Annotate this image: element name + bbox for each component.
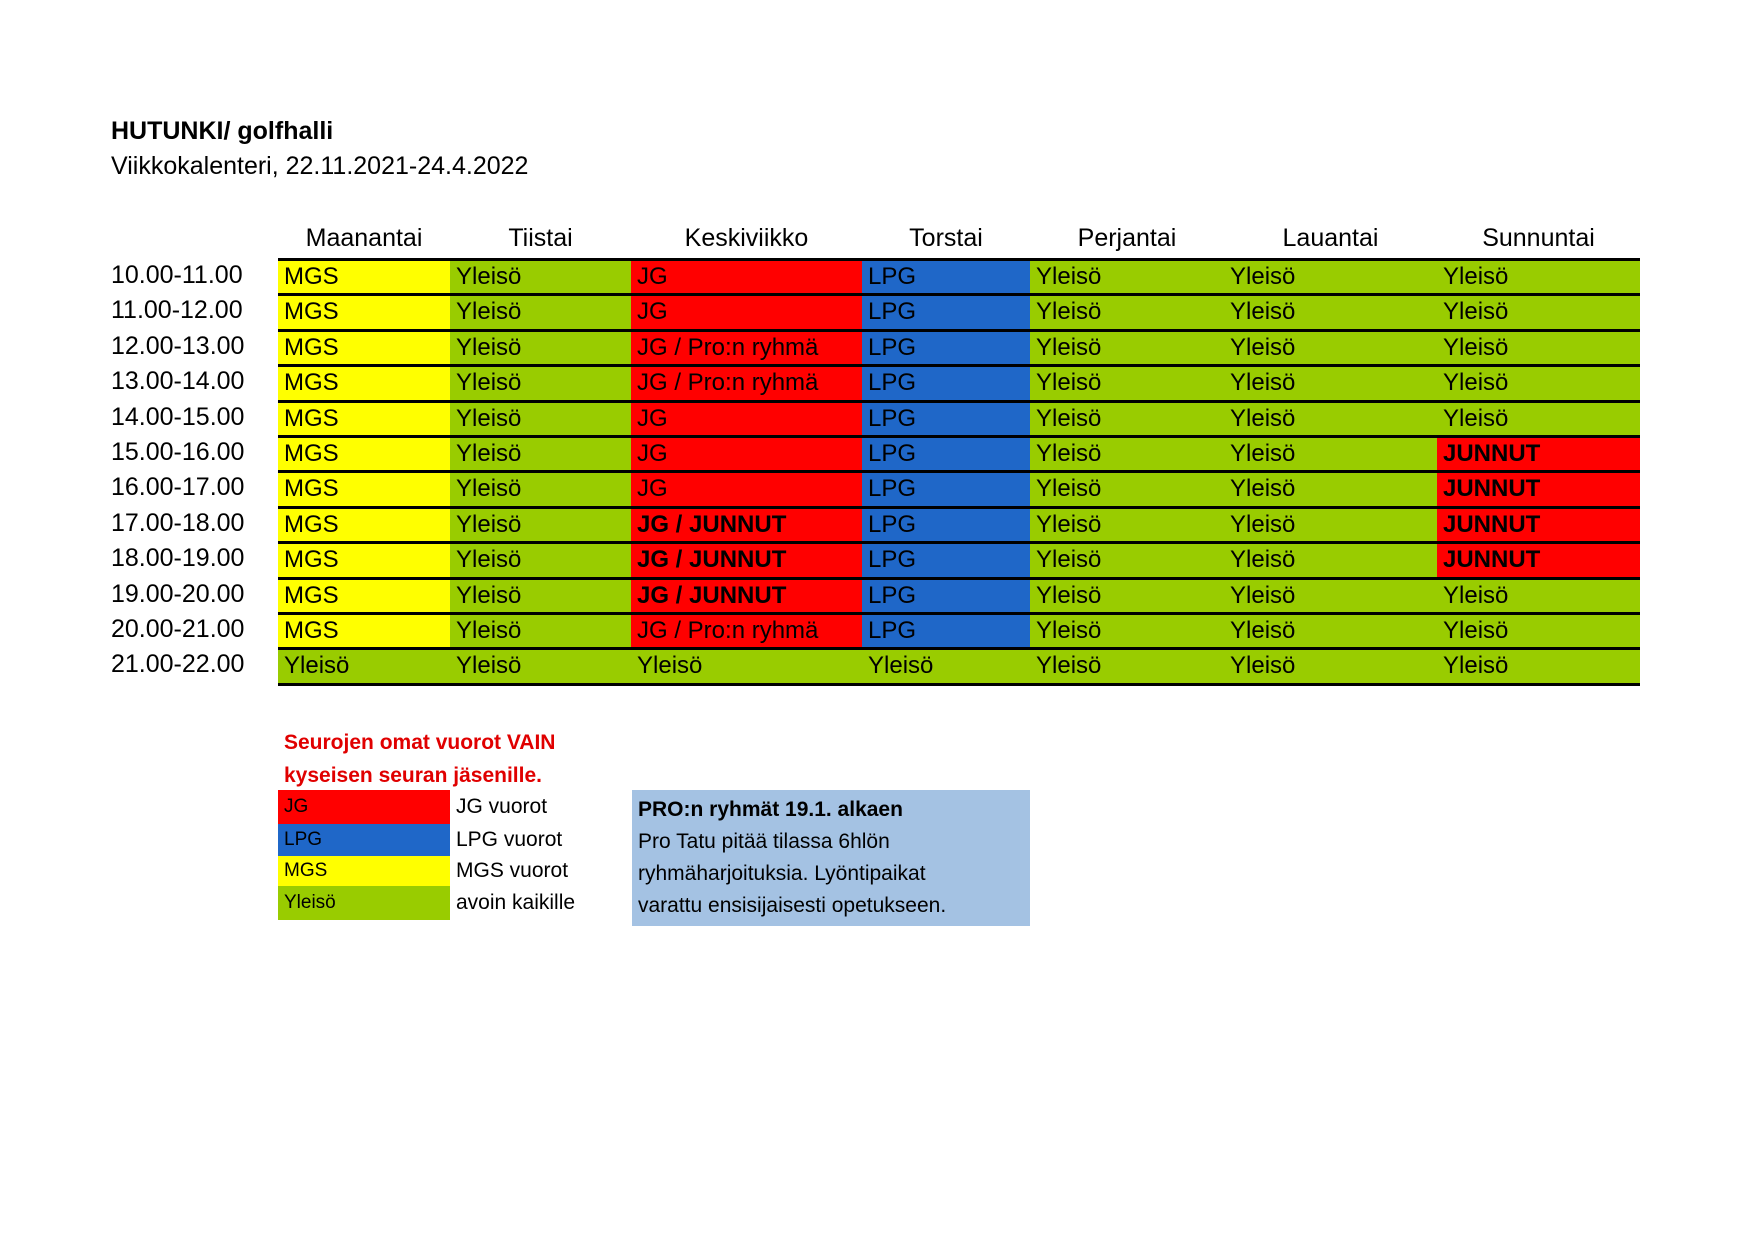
schedule-cell: Yleisö [1224, 296, 1437, 328]
schedule-cell: JG [631, 473, 862, 505]
members-only-note-line2: kyseisen seuran jäsenille. [284, 764, 542, 787]
schedule-cell: Yleisö [1030, 509, 1224, 541]
pro-group-info-box [632, 790, 1030, 926]
schedule-row [278, 400, 1640, 435]
schedule-cell: Yleisö [1437, 403, 1640, 435]
schedule-cell: Yleisö [1224, 261, 1437, 293]
schedule-row [278, 612, 1640, 647]
schedule-row [278, 329, 1640, 364]
schedule-cell: JG / JUNNUT [631, 509, 862, 541]
schedule-cell: Yleisö [1224, 509, 1437, 541]
schedule-cell: Yleisö [1437, 580, 1640, 612]
schedule-cell: JG / Pro:n ryhmä [631, 615, 862, 647]
schedule-cell: Yleisö [1030, 615, 1224, 647]
schedule-row [278, 435, 1640, 470]
schedule-row [278, 506, 1640, 541]
legend-swatch: JG [278, 790, 450, 824]
schedule-cell: Yleisö [450, 650, 631, 682]
schedule-cell: Yleisö [1224, 650, 1437, 682]
schedule-cell: JG [631, 296, 862, 328]
pro-group-text-line: Pro Tatu pitää tilassa 6hlön [638, 830, 890, 853]
time-slot-label: 12.00-13.00 [111, 331, 245, 360]
schedule-cell: Yleisö [1224, 332, 1437, 364]
schedule-cell: Yleisö [1437, 615, 1640, 647]
day-header: Tiistai [508, 224, 573, 252]
schedule-row [278, 293, 1640, 328]
schedule-cell: MGS [278, 509, 450, 541]
schedule-cell: Yleisö [1224, 544, 1437, 576]
schedule-cell: Yleisö [1224, 473, 1437, 505]
schedule-cell: LPG [862, 438, 1030, 470]
schedule-cell: Yleisö [1030, 367, 1224, 399]
schedule-cell: Yleisö [1030, 580, 1224, 612]
schedule-cell: LPG [862, 332, 1030, 364]
legend-swatch: Yleisö [278, 886, 450, 920]
schedule-cell: MGS [278, 615, 450, 647]
legend-swatch: MGS [278, 856, 450, 886]
schedule-cell: Yleisö [1030, 544, 1224, 576]
schedule-cell: JG / Pro:n ryhmä [631, 367, 862, 399]
schedule-cell: Yleisö [450, 261, 631, 293]
schedule-cell: Yleisö [1030, 438, 1224, 470]
schedule-cell: LPG [862, 296, 1030, 328]
schedule-cell: Yleisö [1030, 296, 1224, 328]
time-column [111, 258, 261, 683]
schedule-cell: Yleisö [1224, 438, 1437, 470]
time-slot-label: 17.00-18.00 [111, 508, 245, 537]
schedule-cell: MGS [278, 296, 450, 328]
schedule-row [278, 647, 1640, 685]
schedule-cell: LPG [862, 473, 1030, 505]
pro-group-text-line: ryhmäharjoituksia. Lyöntipaikat [638, 862, 926, 885]
schedule-cell: MGS [278, 403, 450, 435]
schedule-cell: LPG [862, 367, 1030, 399]
time-slot-label: 19.00-20.00 [111, 579, 245, 608]
time-slot-label: 14.00-15.00 [111, 402, 245, 431]
schedule-grid [278, 258, 1640, 686]
schedule-cell: LPG [862, 261, 1030, 293]
schedule-cell: MGS [278, 473, 450, 505]
schedule-cell: JG / Pro:n ryhmä [631, 332, 862, 364]
schedule-cell: MGS [278, 261, 450, 293]
schedule-row [278, 470, 1640, 505]
schedule-cell: Yleisö [862, 650, 1030, 682]
schedule-cell: Yleisö [450, 332, 631, 364]
schedule-cell: LPG [862, 615, 1030, 647]
pro-group-text-line: varattu ensisijaisesti opetukseen. [638, 894, 947, 917]
time-slot-label: 11.00-12.00 [111, 296, 243, 325]
time-slot-label: 20.00-21.00 [111, 614, 245, 643]
schedule-row [278, 364, 1640, 399]
legend-label: avoin kaikille [456, 891, 576, 914]
schedule-row [278, 258, 1640, 293]
schedule-cell: Yleisö [450, 367, 631, 399]
legend-label: JG vuorot [456, 795, 548, 818]
schedule-cell: Yleisö [450, 473, 631, 505]
schedule-cell: Yleisö [1030, 332, 1224, 364]
day-header: Keskiviikko [684, 224, 809, 252]
schedule-cell: JUNNUT [1437, 473, 1640, 505]
page-subtitle: Viikkokalenteri, 22.11.2021-24.4.2022 [111, 152, 529, 180]
schedule-cell: MGS [278, 367, 450, 399]
schedule-cell: LPG [862, 580, 1030, 612]
schedule-cell: JG / JUNNUT [631, 580, 862, 612]
schedule-cell: Yleisö [278, 650, 450, 682]
schedule-cell: LPG [862, 544, 1030, 576]
legend-label: LPG vuorot [456, 828, 563, 851]
schedule-cell: LPG [862, 509, 1030, 541]
day-header: Lauantai [1282, 224, 1379, 252]
day-header: Perjantai [1077, 224, 1177, 252]
schedule-cell: Yleisö [1437, 296, 1640, 328]
schedule-cell: Yleisö [1224, 580, 1437, 612]
legend-label: MGS vuorot [456, 859, 569, 882]
schedule-cell: Yleisö [1030, 261, 1224, 293]
page-title: HUTUNKI/ golfhalli [111, 117, 334, 145]
schedule-cell: JUNNUT [1437, 509, 1640, 541]
schedule-cell: Yleisö [1030, 650, 1224, 682]
schedule-cell: Yleisö [450, 544, 631, 576]
schedule-cell: MGS [278, 332, 450, 364]
schedule-cell: Yleisö [631, 650, 862, 682]
schedule-row [278, 541, 1640, 576]
day-header: Torstai [909, 224, 983, 252]
schedule-cell: JUNNUT [1437, 438, 1640, 470]
day-header-row [278, 223, 1640, 253]
schedule-cell: MGS [278, 438, 450, 470]
schedule-cell: Yleisö [1437, 650, 1640, 682]
schedule-cell: Yleisö [450, 403, 631, 435]
schedule-cell: Yleisö [1437, 261, 1640, 293]
time-slot-label: 15.00-16.00 [111, 437, 245, 466]
schedule-cell: MGS [278, 580, 450, 612]
members-only-note-line1: Seurojen omat vuorot VAIN [284, 731, 556, 754]
schedule-cell: JG [631, 438, 862, 470]
time-slot-label: 13.00-14.00 [111, 367, 245, 396]
schedule-cell: JG [631, 403, 862, 435]
day-header: Sunnuntai [1482, 224, 1595, 252]
schedule-cell: JUNNUT [1437, 544, 1640, 576]
schedule-cell: JG / JUNNUT [631, 544, 862, 576]
time-slot-label: 10.00-11.00 [111, 261, 243, 289]
schedule-cell: MGS [278, 544, 450, 576]
schedule-cell: Yleisö [1224, 403, 1437, 435]
schedule-row [278, 577, 1640, 612]
pro-group-heading: PRO:n ryhmät 19.1. alkaen [638, 798, 903, 821]
time-slot-label: 18.00-19.00 [111, 544, 245, 573]
schedule-cell: LPG [862, 403, 1030, 435]
day-header: Maanantai [305, 224, 423, 252]
schedule-cell: Yleisö [450, 580, 631, 612]
schedule-cell: Yleisö [450, 615, 631, 647]
schedule-cell: JG [631, 261, 862, 293]
schedule-cell: Yleisö [1030, 403, 1224, 435]
time-slot-label: 21.00-22.00 [111, 650, 245, 679]
legend-swatch: LPG [278, 824, 450, 856]
schedule-cell: Yleisö [450, 509, 631, 541]
schedule-cell: Yleisö [450, 438, 631, 470]
schedule-cell: Yleisö [1224, 367, 1437, 399]
schedule-cell: Yleisö [1437, 332, 1640, 364]
schedule-cell: Yleisö [1030, 473, 1224, 505]
schedule-cell: Yleisö [1437, 367, 1640, 399]
schedule-cell: Yleisö [450, 296, 631, 328]
time-slot-label: 16.00-17.00 [111, 473, 245, 502]
schedule-cell: Yleisö [1224, 615, 1437, 647]
